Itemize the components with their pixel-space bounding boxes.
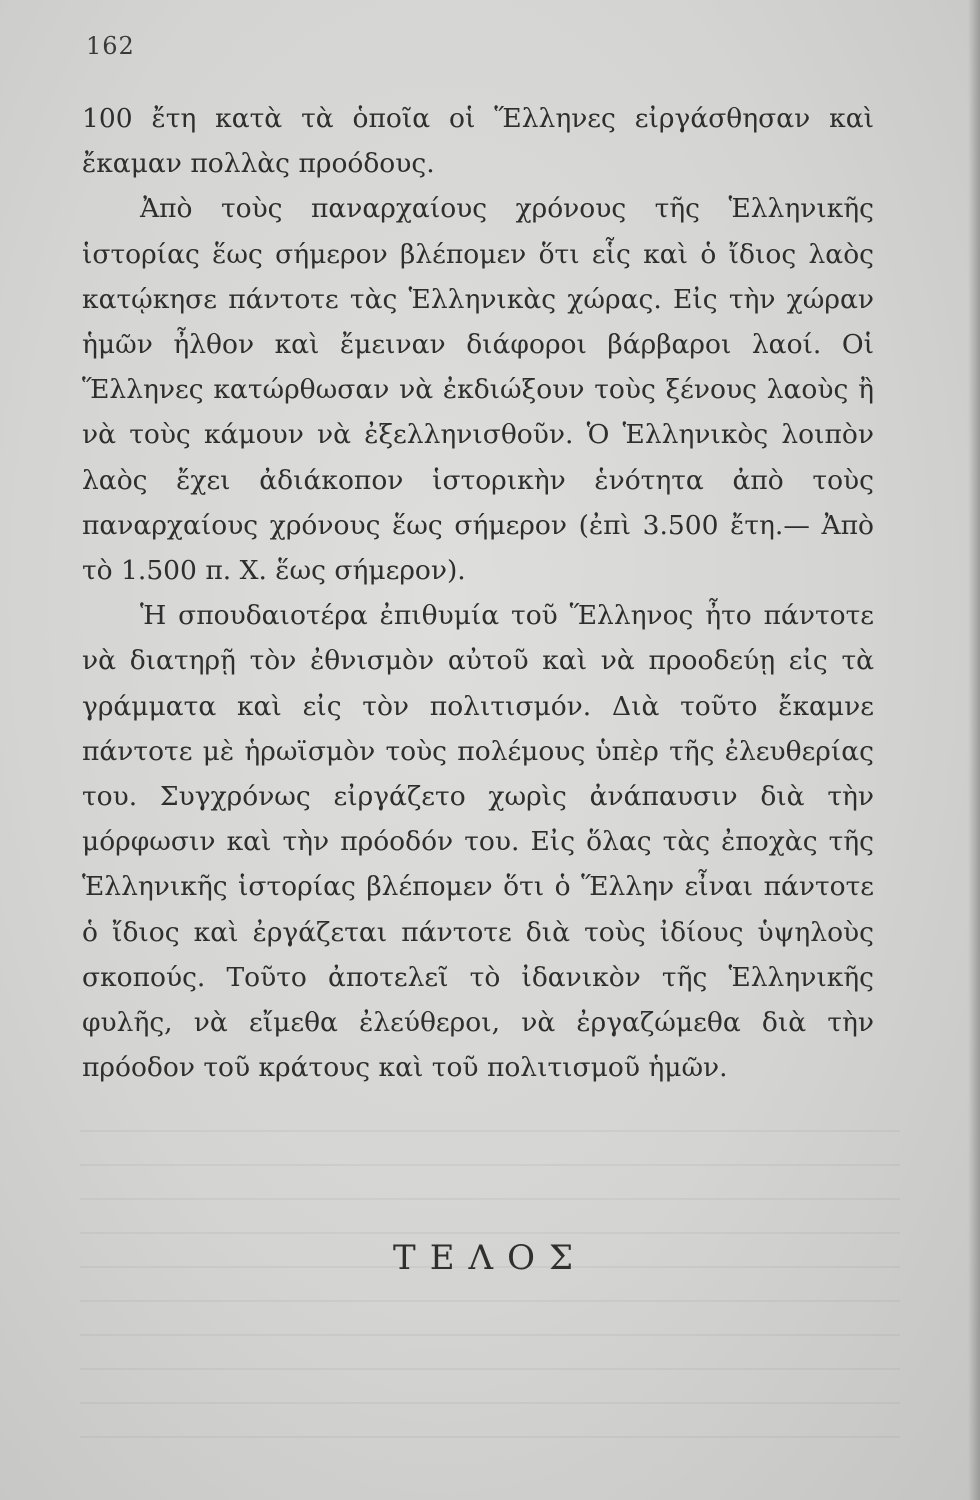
end-mark: ΤΕΛΟΣ [393, 1238, 587, 1278]
paragraph-historical-continuity: Ἀπὸ τοὺς παναρχαίους χρόνους τῆς Ἑλληνικῆς ἱστορίας ἕως σήμερον βλέπομεν ὅτι εἷς καὶ ὁ ἴδιος λαὸς κατῴκησε πάντοτε τὰς Ἑλληνικὰς χώρας. Εἰς τὴν χώραν ἡμῶν ἦλθον καὶ ἔμειναν διάφοροι βάρβαροι λαοί. Οἱ Ἕλληνες κατώρθωσαν νὰ ἐκδιώξουν τοὺς ξένους λαοὺς ἢ νὰ τοὺς κάμουν νὰ ἐξελληνισθοῦν. Ὁ Ἑλληνικὸς λοιπὸν λαὸς ἔχει ἀδιάκοπον ἱστορικὴν ἑνότητα ἀπὸ τοὺς παναρχαίους χρόνους ἕως σήμερον (ἐπὶ 3.500 ἔτη.— Ἀπὸ τὸ 1.500 π. Χ. ἕως σήμερον). [82, 193, 874, 587]
paragraph-greek-ideal: Ἡ σπουδαιοτέρα ἐπιθυμία τοῦ Ἕλληνος ἦτο πάντοτε νὰ διατηρῇ τὸν ἐθνισμὸν αὐτοῦ καὶ νὰ προοδεύῃ εἰς τὰ γράμματα καὶ εἰς τὸν πολιτισμόν. Διὰ τοῦτο ἔκαμνε πάντοτε μὲ ἡρωϊσμὸν τοὺς πολέμους ὑπὲρ τῆς ἐλευθερίας του. Συγχρόνως εἰργάζετο χωρὶς ἀνάπαυσιν διὰ τὴν μόρφωσιν καὶ τὴν πρόοδόν του. Εἰς ὅλας τὰς ἐποχὰς τῆς Ἑλληνικῆς ἱστορίας βλέπομεν ὅτι ὁ Ἕλλην εἶναι πάντοτε ὁ ἴδιος καὶ ἐργάζεται πάντοτε διὰ τοὺς ἰδίους ὑψηλοὺς σκοπούς. Τοῦτο ἀποτελεῖ τὸ ἰδανικὸν τῆς Ἑλληνικῆς φυλῆς, νὰ εἴμεθα ἐλεύθεροι, νὰ ἐργαζώμεθα διὰ τὴν πρόοδον τοῦ κράτους καὶ τοῦ πολιτισμοῦ ἡμῶν. [82, 600, 874, 1084]
paragraph-continuation: 100 ἔτη κατὰ τὰ ὁποῖα οἱ Ἕλληνες εἰργάσθησαν καὶ ἔκαμαν πολλὰς προόδους. [82, 103, 874, 180]
show-through-text [80, 1130, 900, 1450]
body-text [82, 96, 874, 1090]
page-number: 162 [86, 32, 135, 60]
